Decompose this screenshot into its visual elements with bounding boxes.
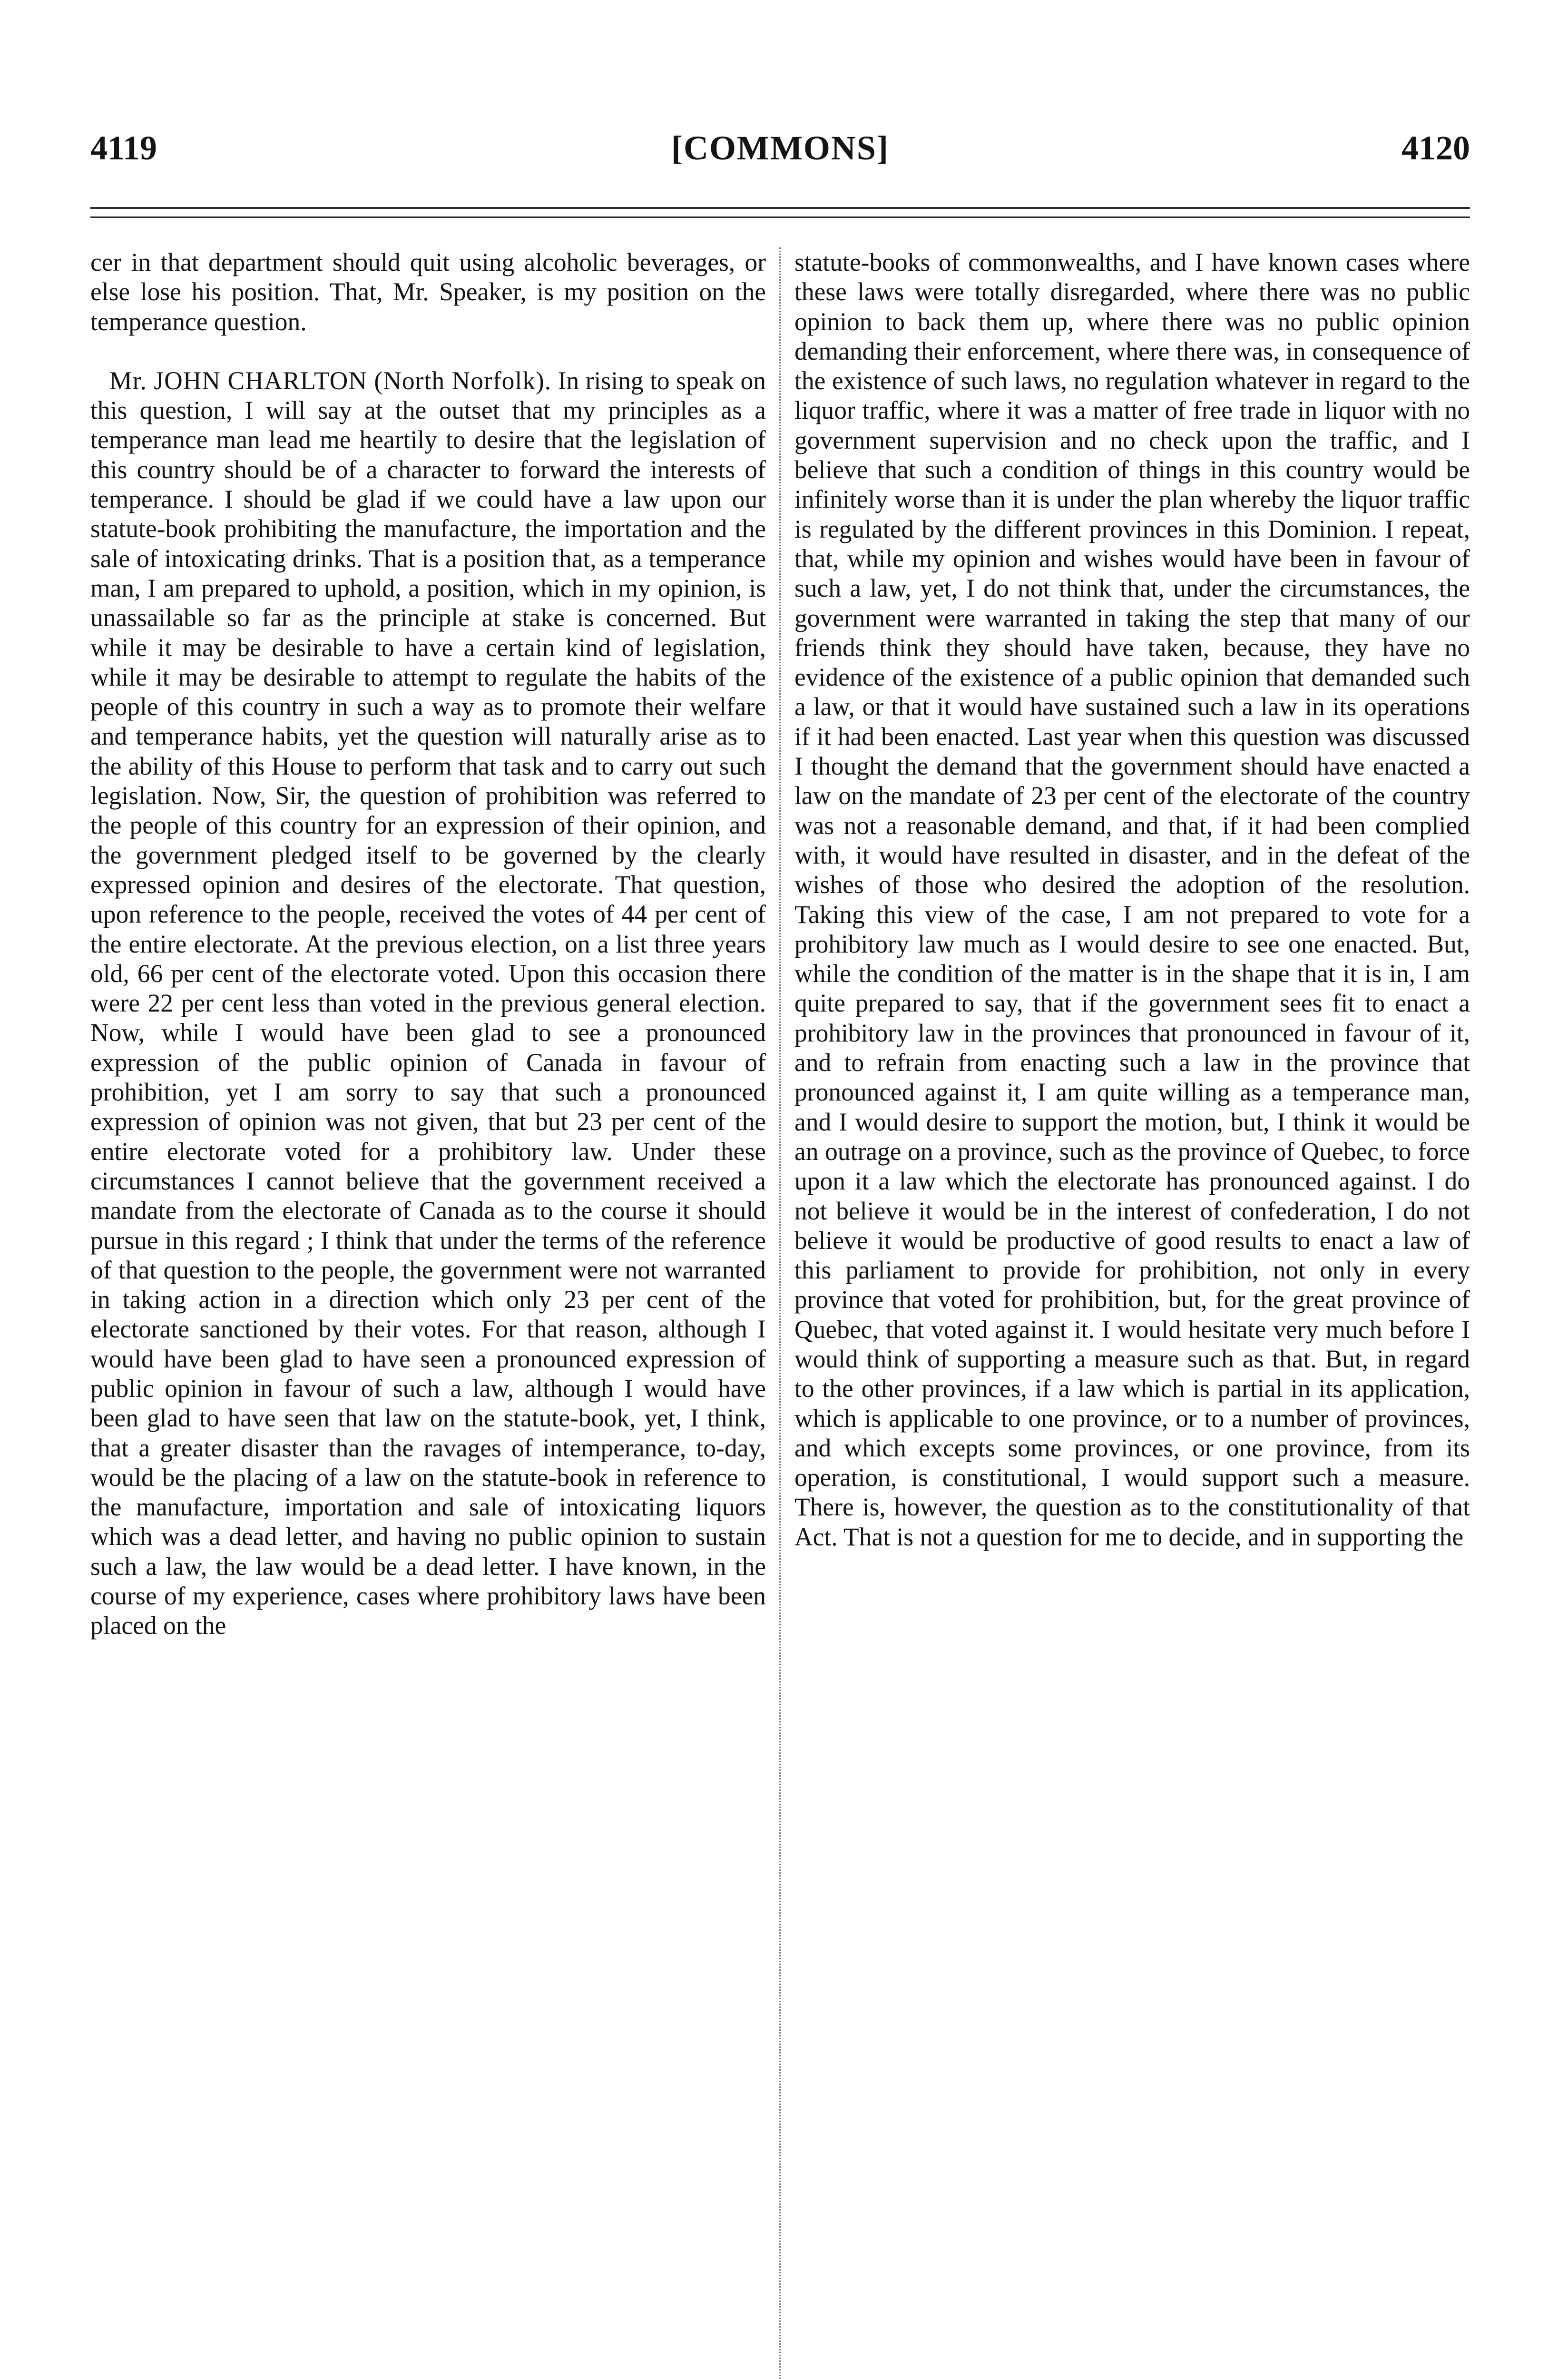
right-page-number: 4120 — [1401, 129, 1470, 167]
right-paragraph-1: statute-books of commonwealths, and I have known cases where these laws were totally disregarded, where there was no public opinion to back them up, where there was no public opinion demanding their enforcement, where there was, in consequence of the existence of such laws, no regulation whatever in regard to the liquor traffic, where it was a matter of free trade in liquor with no government supervision and no check upon the traffic, and I believe that such a condition of things in this country would be infinitely worse than it is under the plan whereby the liquor traffic is regulated by the different provinces in this Dominion. I repeat, that, while my opinion and wishes would have been in favour of such a law, yet, I do not think that, under the circumstances, the government were warranted in taking the step that many of our friends think they should have taken, because, they have no evidence of the existence of a public opinion that demanded such a law, or that it would have sustained such a law in its operations if it had been enacted. Last year when this question was discussed I thought the demand that the government should have enacted a law on the mandate of 23 per cent of the electorate of the country was not a reasonable demand, and that, if it had been complied with, it would have resulted in disaster, and in the defeat of the wishes of those who desired the adoption of the resolution. Taking this view of the case, I am not prepared to vote for a prohibitory law much as I would desire to see one enacted. But, while the condition of the matter is in the shape that it is in, I am quite prepared to say, that if the government sees fit to enact a prohibitory law in the provinces that pronounced in favour of it, and to refrain from enacting such a law in the province that pronounced against it, I am quite willing as a temperance man, and I would desire to support the motion, but, I think it would be an outrage on a province, such as the province of Quebec, to force upon it a law which the electorate has pronounced against. I do not believe it would be in the interest of confederation, I do not believe it would be productive of good results to enact a law of this parliament to provide for prohibition, not only in every province that voted for prohibition, but, for the great province of Quebec, that voted against it. I would hesitate very much before I would think of supporting a measure such as that. But, in regard to the other provinces, if a law which is partial in its application, which is applicable to one province, or to a number of provinces, and which excepts some provinces, or one province, from its operation, is constitutional, I would support such a measure. There is, however, the question as to the constitutionality of that Act. That is not a question for me to decide, and in supporting the — [794, 248, 1470, 1551]
left-paragraph-1: cer in that department should quit using alcoholic beverages, or else lose his position. That, Mr. Speaker, is my position on the temperance question. — [90, 248, 766, 336]
left-paragraph-2: In rising to speak on this question, I will say at the outset that my principles as a temperance man lead me heartily to desire that the legislation of this country should be of a character to forward the interests of temperance. I should be glad if we could have a law upon our statute-book prohibiting the manufacture, the importation and the sale of intoxicating drinks. That is a position that, as a temperance man, I am prepared to uphold, a position, which in my opinion, is unassailable so far as the principle at stake is concerned. But while it may be desirable to have a certain kind of legislation, while it may be desirable to attempt to regulate the habits of the people of this country in such a way as to promote their welfare and temperance habits, yet the question will naturally arise as to the ability of this House to perform that task and to carry out such legislation. Now, Sir, the question of prohibition was referred to the people of this country for an expression of their opinion, and the government pledged itself to be governed by the clearly expressed opinion and desires of the electorate. That question, upon reference to the people, received the votes of 44 per cent of the entire electorate. At the previous election, on a list three years old, 66 per cent of the electorate voted. Upon this occasion there were 22 per cent less than voted in the previous general election. Now, while I would have been glad to see a pronounced expression of the public opinion of Canada in favour of prohibition, yet I am sorry to say that such a pronounced expression of opinion was not given, that but 23 per cent of the entire electorate voted for a prohibitory law. Under these circumstances I cannot believe that the government received a mandate from the electorate of Canada as to the course it should pursue in this regard ; I think that under the terms of the reference of that question to the people, the government were not warranted in taking action in a direction which only 23 per cent of the electorate sanctioned by their votes. For that reason, although I would have been glad to have seen a pronounced expression of public opinion in favour of such a law, although I would have been glad to have seen that law on the statute-book, yet, I think, that a greater disaster than the ravages of intemperance, to-day, would be the placing of a law on the statute-book in reference to the manufacture, importation and sale of intoxicating liquors which was a dead letter, and having no public opinion to sustain such a law, the law would be a dead letter. I have known, in the course of my experience, cases where prohibitory laws have been placed on the — [90, 366, 766, 1640]
speaker-name: Mr. JOHN CHARLTON (North Norfolk). — [109, 366, 552, 395]
header-rule-bottom — [90, 216, 1470, 218]
speaker-line — [90, 366, 766, 1641]
left-page-number: 4119 — [90, 129, 157, 167]
right-column — [794, 247, 1470, 2379]
column-divider — [779, 247, 781, 2379]
header-rule-top — [90, 207, 1470, 209]
page-header — [90, 128, 1470, 181]
left-column — [90, 247, 766, 2379]
running-head: [COMMONS] — [671, 129, 889, 167]
